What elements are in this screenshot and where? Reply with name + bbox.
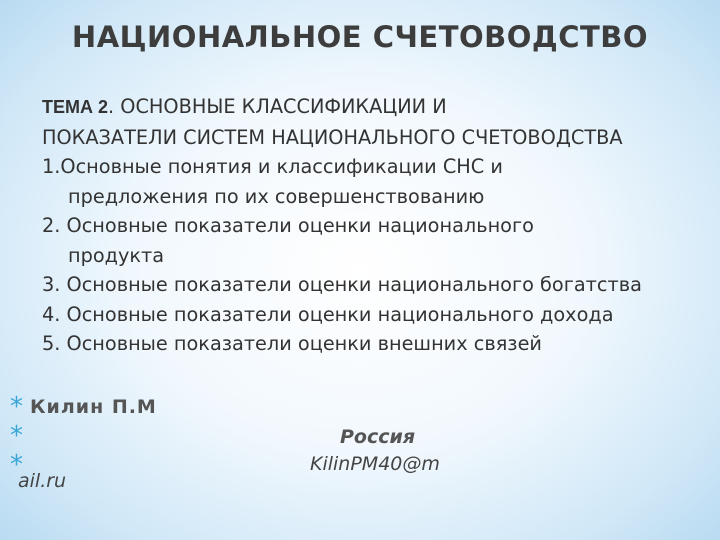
- list-item-2: 2. Основные показатели оценки национального: [42, 214, 534, 237]
- list-item-1-cont: предложения по их совершенствованию: [68, 184, 485, 208]
- list-item-3: 3. Основные показатели оценки национального богатства: [42, 273, 642, 296]
- author-country: Россия: [340, 426, 416, 448]
- star-bullet-icon: *: [10, 450, 23, 480]
- topic-number: ТЕМА 2: [42, 97, 109, 117]
- topic-heading-line-2: ПОКАЗАТЕЛИ СИСТЕМ НАЦИОНАЛЬНОГО СЧЕТОВОДСТВА: [42, 125, 623, 149]
- list-item-2-cont: продукта: [68, 243, 165, 267]
- country-row: [10, 422, 157, 451]
- author-email-part-2: ail.ru: [18, 470, 67, 492]
- list-item-1: 1.Основные понятия и классификации СНС и: [42, 155, 503, 178]
- author-email-part-1: KilinPM40@m: [310, 453, 440, 475]
- topic-heading-line-1: [42, 92, 712, 123]
- list-item-5: 5. Основные показатели оценки внешних связей: [42, 332, 542, 355]
- star-bullet-icon: *: [10, 392, 23, 422]
- author-name: Килин П.М: [30, 396, 157, 418]
- topic-content: [42, 92, 712, 359]
- list-item-4: 4. Основные показатели оценки национального дохода: [42, 302, 614, 326]
- author-block: [10, 393, 157, 480]
- author-row: [10, 393, 157, 422]
- topic-heading-text: . ОСНОВНЫЕ КЛАССИФИКАЦИИ И: [108, 95, 447, 118]
- slide-title: НАЦИОНАЛЬНОЕ СЧЕТОВОДСТВО: [71, 20, 649, 54]
- star-bullet-icon: *: [10, 421, 23, 451]
